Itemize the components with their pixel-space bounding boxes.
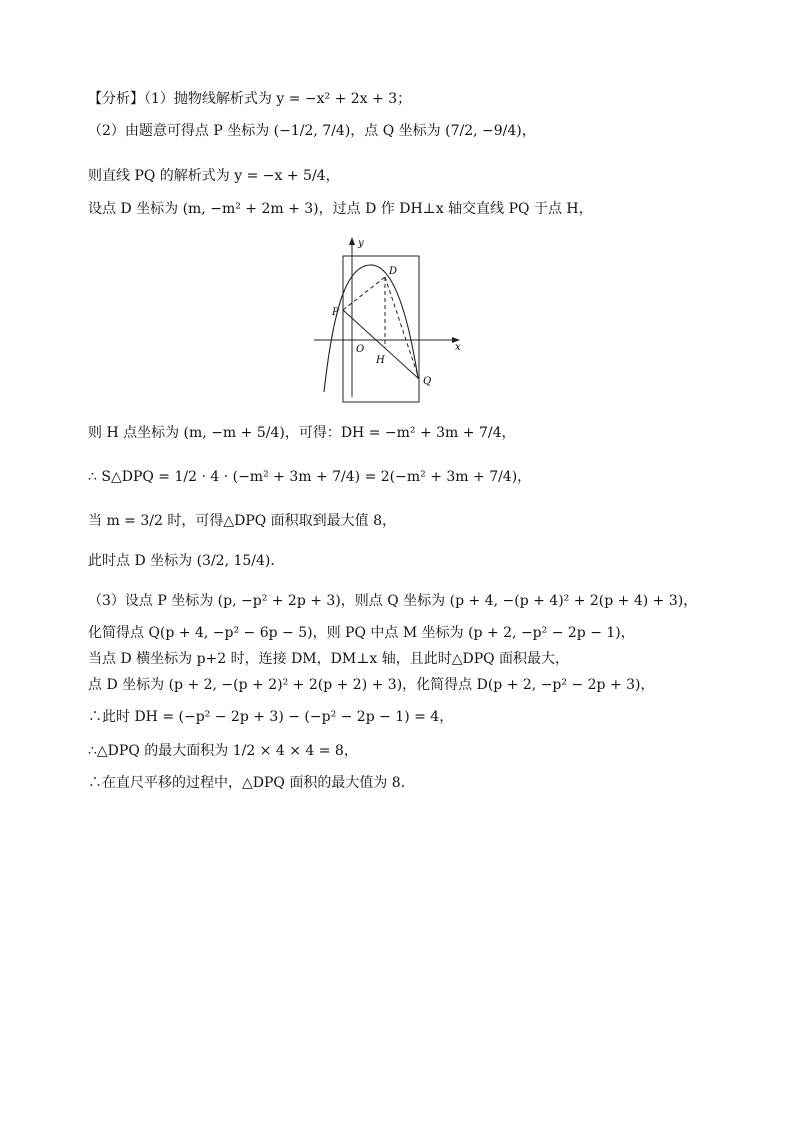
analysis-dh-value: ∴此时 DH = (−p² − 2p + 3) − (−p² − 2p − 1) = 4， xyxy=(88,709,454,725)
analysis-point-h: 则 H 点坐标为 (m, −m + 5/4)，可得：DH = −m² + 3m + 7/4， xyxy=(88,425,516,441)
label-x: x xyxy=(455,342,461,353)
label-o: O xyxy=(356,344,365,355)
parabola-figure xyxy=(300,232,480,407)
analysis-part3-points: （3）设点 P 坐标为 (p, −p² + 2p + 3)，则点 Q 坐标为 (p + 4, −(p + 4)² + 2(p + 4) + 3)， xyxy=(88,593,698,609)
label-h: H xyxy=(376,355,385,366)
parabola-curve xyxy=(324,265,418,392)
analysis-area-formula: ∴ S△DPQ = 1/2 · 4 · (−m² + 3m + 7/4) = 2(−m² + 3m + 7/4)， xyxy=(88,469,532,485)
analysis-conclusion: ∴在直尺平移的过程中，△DPQ 面积的最大值为 8． xyxy=(88,775,415,791)
analysis-area-value: ∴△DPQ 的最大面积为 1/2 × 4 × 4 = 8， xyxy=(88,743,358,759)
analysis-dm-condition: 当点 D 横坐标为 p+2 时，连接 DM，DM⊥x 轴，且此时△DPQ 面积最大， xyxy=(88,651,570,667)
analysis-q-simplified: 化简得点 Q(p + 4, −p² − 6p − 5)，则 PQ 中点 M 坐标为 (p + 2, −p² − 2p − 1)， xyxy=(88,625,635,641)
segment-pd-dashed xyxy=(343,277,385,310)
analysis-part1: 【分析】（1）抛物线解析式为 y = −x² + 2x + 3； xyxy=(88,91,412,107)
analysis-max-area: 当 m = 3/2 时，可得△DPQ 面积取到最大值 8， xyxy=(88,513,397,529)
label-y: y xyxy=(358,238,364,249)
analysis-line-pq: 则直线 PQ 的解析式为 y = −x + 5/4， xyxy=(88,168,340,184)
analysis-d-coordinates: 此时点 D 坐标为 (3/2, 15/4)． xyxy=(88,553,285,569)
analysis-point-d: 设点 D 坐标为 (m, −m² + 2m + 3)，过点 D 作 DH⊥x 轴交直线 PQ 于点 H， xyxy=(88,201,593,217)
label-p: P xyxy=(332,307,339,318)
label-q: Q xyxy=(423,376,432,387)
y-axis-arrow xyxy=(349,237,355,245)
ruler-rectangle xyxy=(343,256,419,402)
analysis-part2-points: （2）由题意可得点 P 坐标为 (−1/2, 7/4)，点 Q 坐标为 (7/2, −9/4)， xyxy=(88,123,536,139)
analysis-d-simplified: 点 D 坐标为 (p + 2, −(p + 2)² + 2(p + 2) + 3)，化简得点 D(p + 2, −p² − 2p + 3)， xyxy=(88,677,655,693)
label-d: D xyxy=(389,266,398,277)
